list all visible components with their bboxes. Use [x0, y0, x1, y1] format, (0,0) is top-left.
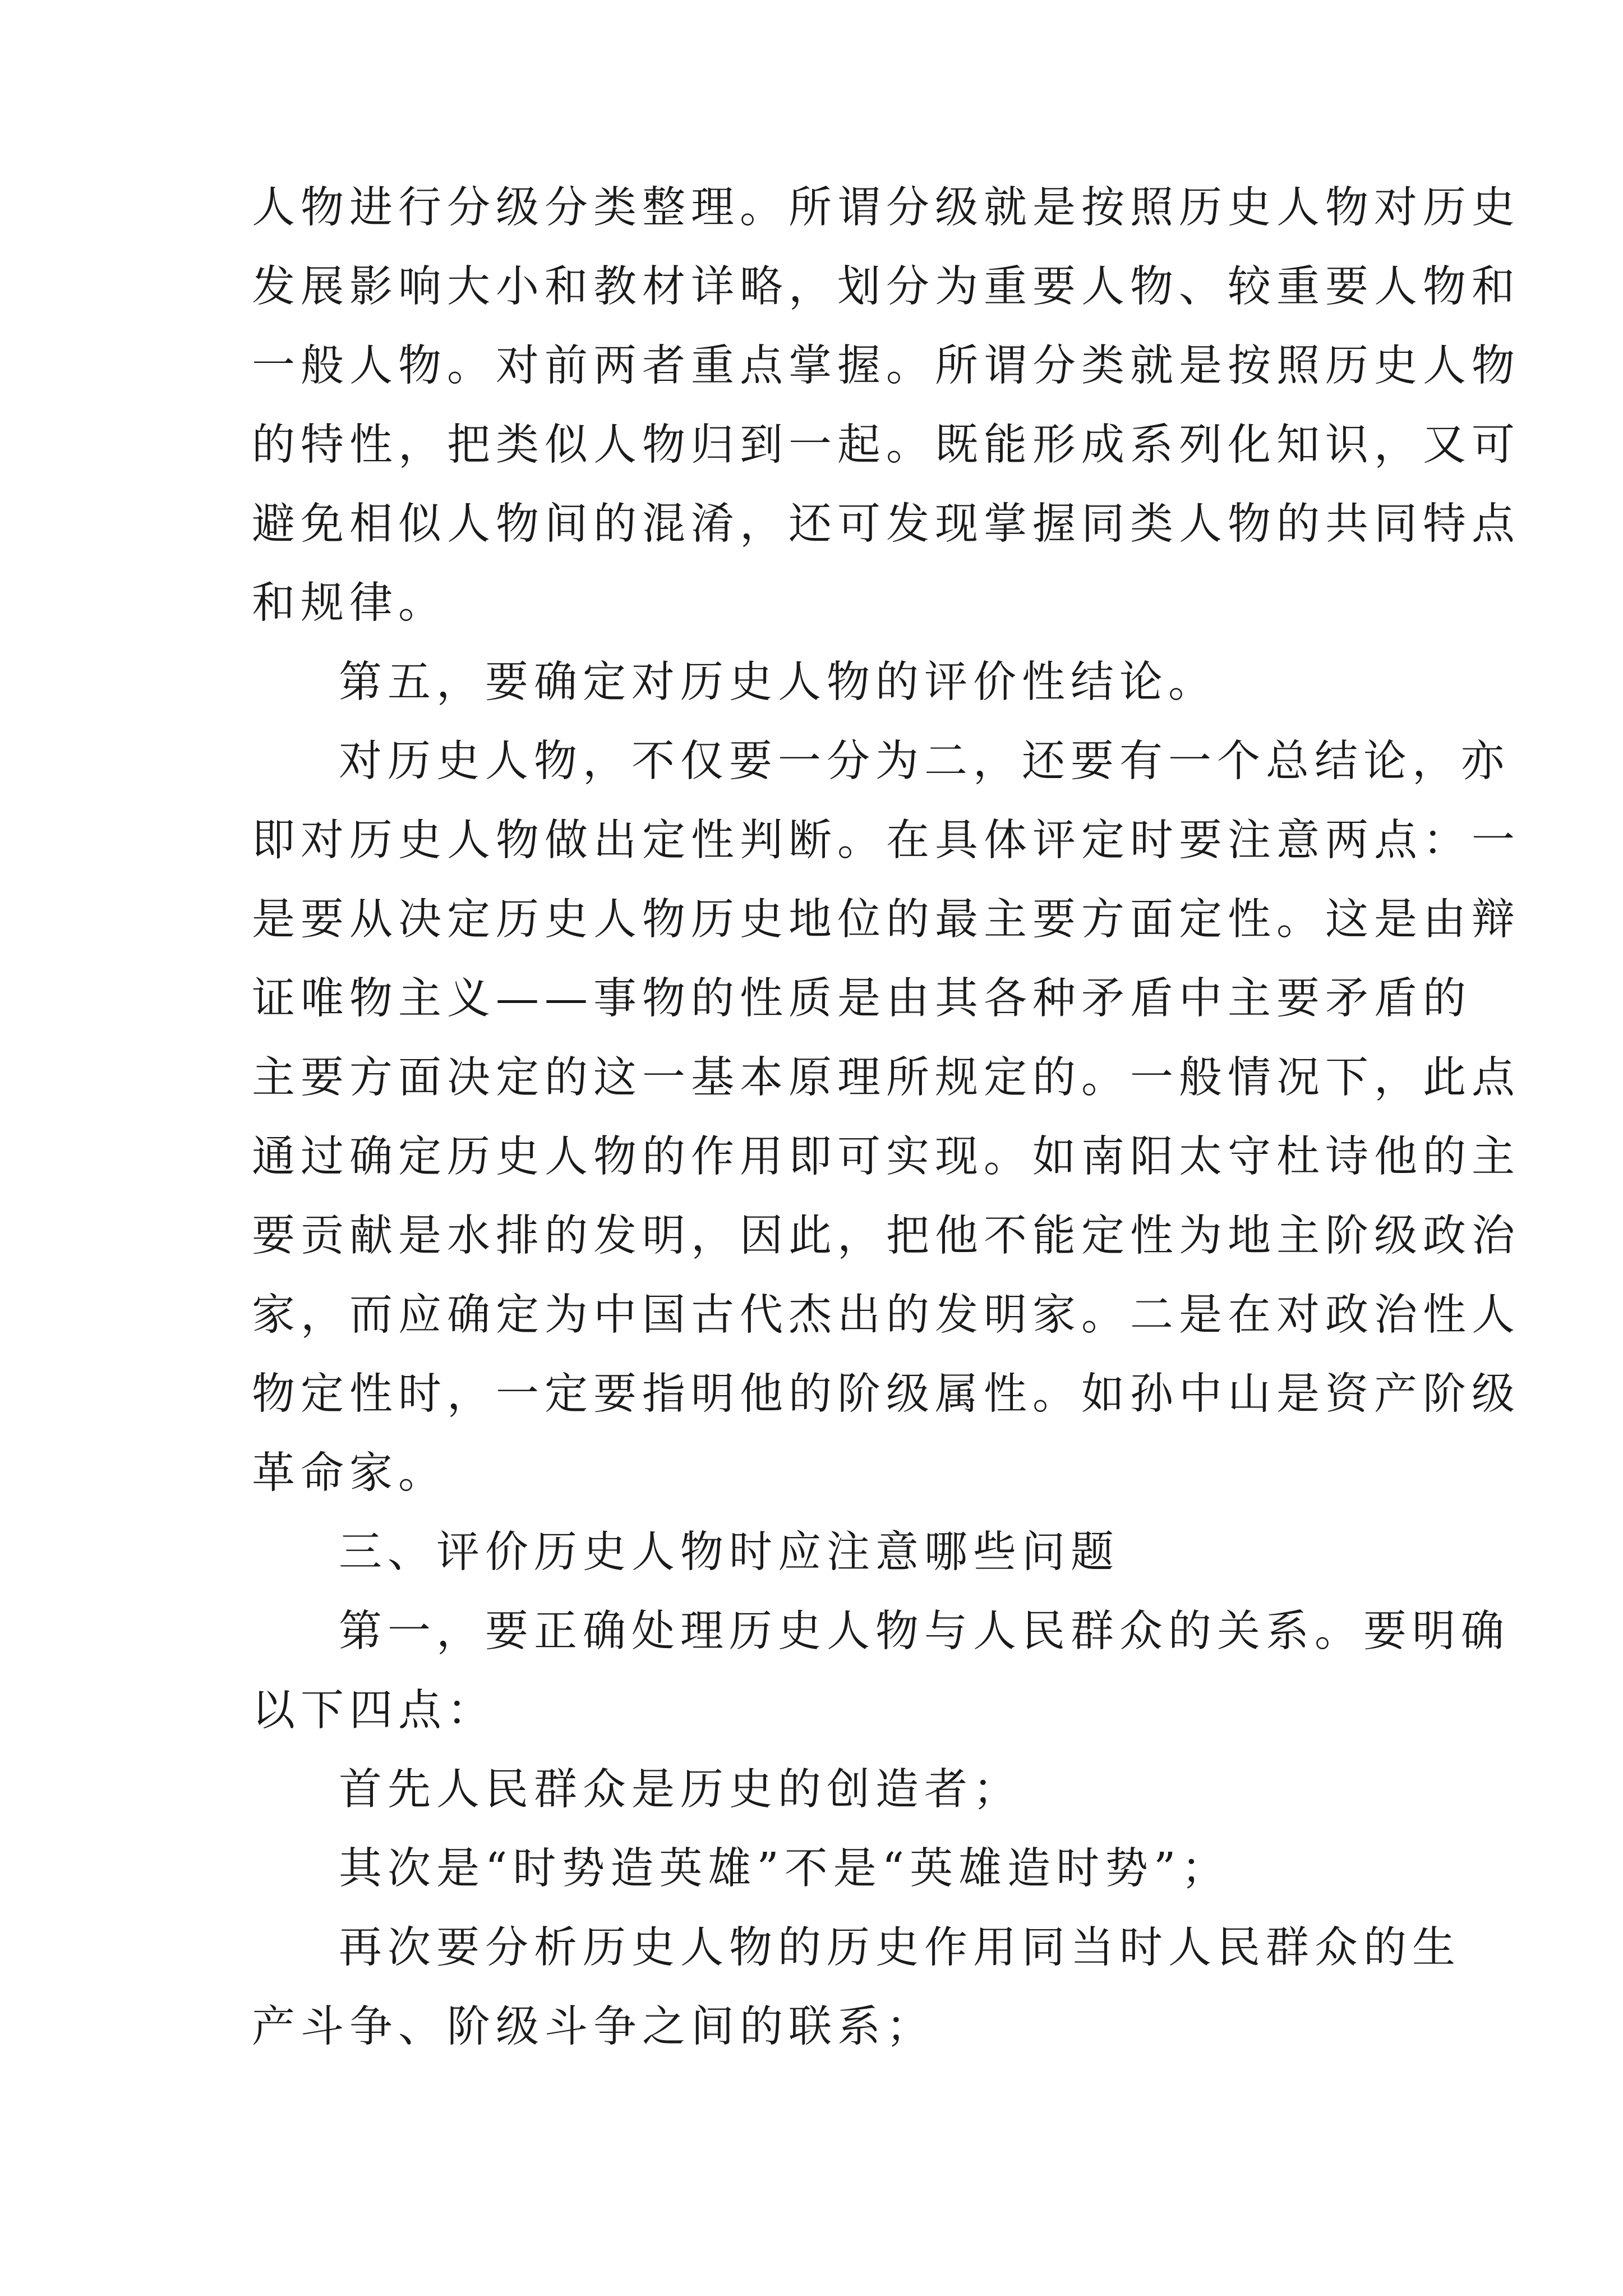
text-line: 主要方面决定的这一基本原理所规定的。一般情况下，此点	[252, 1053, 1520, 1103]
text-line: 证唯物主义——事物的性质是由其各种矛盾中主要矛盾的	[252, 974, 1472, 1024]
text-line: 避免相似人物间的混淆，还可发现掌握同类人物的共同特点	[252, 499, 1520, 549]
text-line: 首先人民群众是历史的创造者；	[339, 1765, 1022, 1815]
paragraph-7	[252, 1829, 1393, 1908]
text-line: 其次是“时势造英雄”不是“英雄造时势”；	[339, 1844, 1230, 1894]
text-line: 再次要分析历史人物的历史作用同当时人民群众的生	[339, 1923, 1461, 1973]
text-line: 产斗争、阶级斗争之间的联系；	[252, 2002, 935, 2052]
document-body	[252, 168, 1520, 2067]
text-line: 人物进行分级分类整理。所谓分级就是按照历史人物对历史	[252, 183, 1520, 233]
paragraph-2	[252, 643, 1393, 722]
text-line: 发展影响大小和教材详略，划分为重要人物、较重要人物和	[252, 262, 1520, 312]
text-line: 革命家。	[252, 1448, 447, 1498]
text-line: 第五，要确定对历史人物的评价性结论。	[339, 657, 1217, 707]
text-line: 以下四点：	[252, 1686, 496, 1736]
paragraph-8	[252, 1908, 1461, 2067]
paragraph-3	[252, 722, 1520, 1513]
text-line: 要贡献是水排的发明，因此，把他不能定性为地主阶级政治	[252, 1211, 1520, 1261]
text-line: 一般人物。对前两者重点掌握。所谓分类就是按照历史人物	[252, 341, 1520, 391]
section-heading	[252, 1513, 1393, 1592]
text-line: 物定性时，一定要指明他的阶级属性。如孙中山是资产阶级	[252, 1369, 1520, 1419]
paragraph-5	[252, 1592, 1510, 1750]
text-line: 通过确定历史人物的作用即可实现。如南阳太守杜诗他的主	[252, 1132, 1520, 1182]
paragraph-1	[252, 168, 1520, 643]
text-line: 是要从决定历史人物历史地位的最主要方面定性。这是由辩	[252, 895, 1520, 945]
text-line: 和规律。	[252, 578, 447, 628]
text-line: 即对历史人物做出定性判断。在具体评定时要注意两点：一	[252, 816, 1520, 866]
text-line: 的特性，把类似人物归到一起。既能形成系列化知识，又可	[252, 420, 1520, 470]
paragraph-6	[252, 1750, 1393, 1829]
text-line: 家，而应确定为中国古代杰出的发明家。二是在对政治性人	[252, 1290, 1520, 1340]
text-line: 第一，要正确处理历史人物与人民群众的关系。要明确	[339, 1607, 1510, 1657]
text-line: 三、评价历史人物时应注意哪些问题	[339, 1527, 1119, 1577]
text-line: 对历史人物，不仅要一分为二，还要有一个总结论，亦	[339, 737, 1510, 786]
